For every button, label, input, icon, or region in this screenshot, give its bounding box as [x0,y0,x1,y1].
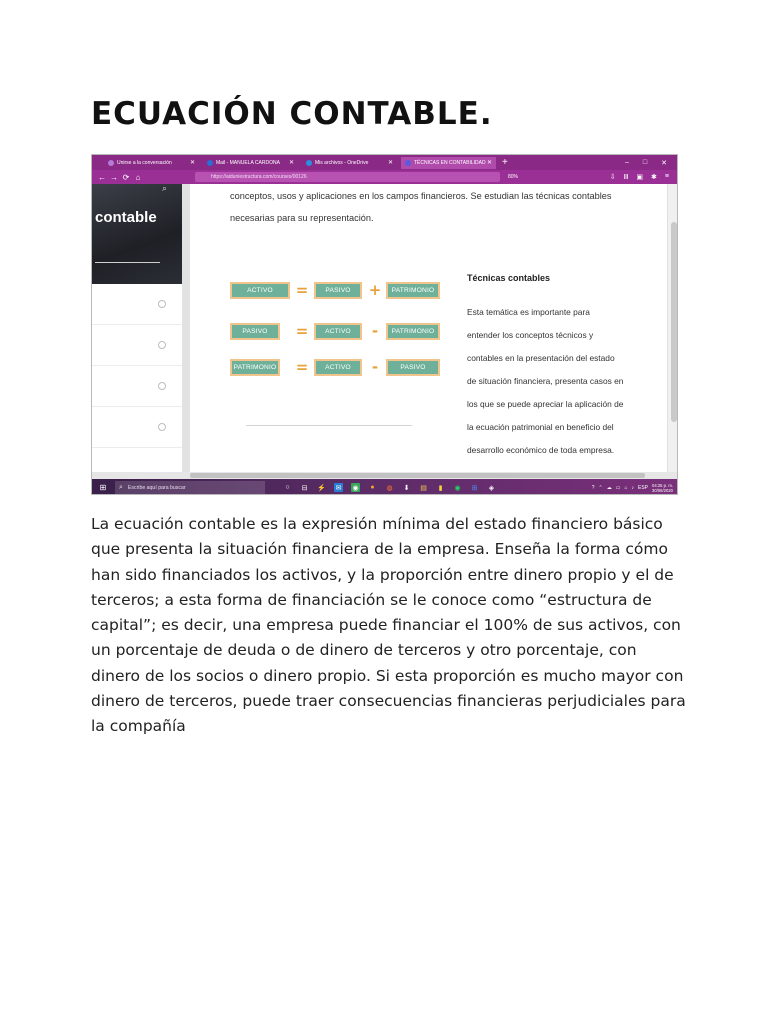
download-icon[interactable]: ⇩ [609,174,616,181]
paragraph-line: la compañía [91,717,186,736]
embedded-screenshot [91,154,678,495]
tab-favicon-icon [108,160,114,166]
clock[interactable] [652,483,673,493]
course-content [190,184,667,472]
clock-date: 30/06/2020 [652,487,673,493]
tab-label: TÉCNICAS EN CONTABILIDAD [414,159,486,166]
window-controls [625,159,677,167]
body-text: desarrollo económico de toda empresa. [467,445,615,455]
search-icon[interactable]: ⌕ [162,184,168,194]
list-item[interactable] [92,284,182,325]
search-placeholder: Escribe aquí para buscar [127,484,186,491]
body-text: entender los conceptos técnicos y [467,330,594,340]
browser-tab[interactable] [302,157,397,169]
library-icon[interactable]: Ⅲ [623,174,629,181]
zoom-level[interactable]: 80% [508,174,519,180]
body-text: la ecuación patrimonial en beneficio del [467,422,614,432]
scrollbar-thumb[interactable] [671,222,677,422]
list-item[interactable] [92,325,182,366]
close-tab-icon[interactable]: ✕ [387,160,393,166]
equation-term: PASIVO [386,359,440,376]
app-icon[interactable]: ◈ [488,484,495,492]
tab-favicon-icon [207,160,213,166]
close-tab-icon[interactable]: ✕ [189,160,195,166]
equation-term: PATRIMONIO [230,359,280,376]
paragraph-line: un porcentaje de deuda o de dinero de terceros y otro porcentaje, con [91,641,637,660]
list-item[interactable] [92,366,182,407]
equation-term: PASIVO [314,282,362,299]
chevron-up-icon[interactable]: ⌃ [598,484,603,491]
browser-tab[interactable] [104,157,199,169]
extension-icon[interactable]: ✱ [651,174,657,181]
paragraph-line: La ecuación contable es la expresión mínima del estado financiero básico [91,515,663,533]
paragraph-line: capital”; es decir, una empresa puede financiar el 100% de sus activos, con [91,616,681,635]
close-tab-icon[interactable]: ✕ [486,160,492,166]
url-text: https://aiduniestructura.com/courses/00126 [211,174,307,180]
horizontal-scrollbar[interactable] [92,472,678,479]
equals-sign: = [295,358,309,376]
reload-icon[interactable]: ⟳ [122,172,130,182]
taskbar-apps [283,483,496,492]
progress-circle-icon [158,382,166,390]
divider [246,425,412,426]
search-icon: ⌕ [119,483,123,491]
toolbar-icons [610,173,677,181]
paragraph-line: que presenta la situación financiera de la empresa. Enseña la forma cómo [91,540,668,559]
body-paragraph [91,512,691,740]
app-icon[interactable]: ⚡ [317,484,326,492]
paragraph-line: terceros; a esta forma de financiación se le conoce como “estructura de [91,590,652,609]
equation-term: PATRIMONIO [386,323,440,340]
tab-label: Mis archivos - OneDrive [315,159,369,166]
reader-icon[interactable]: ▣ [636,174,644,181]
spotify-icon[interactable]: ◉ [454,484,461,492]
address-bar[interactable] [195,172,500,182]
chrome-icon[interactable]: ◉ [352,484,359,492]
mail-icon[interactable]: ✉ [335,484,342,492]
divider [95,262,160,263]
menu-icon[interactable]: ≡ [664,173,669,180]
scrollbar-thumb[interactable] [190,473,645,478]
progress-circle-icon [158,423,166,431]
sidebar-scrollbar[interactable] [182,184,190,472]
tab-label: Mail - MANUELA CARDONA [216,159,280,166]
list-item[interactable] [92,407,182,448]
equals-sign: = [295,281,309,299]
document-title: ECUACIÓN CONTABLE. [91,96,493,132]
tab-favicon-icon [405,160,411,166]
close-window-icon[interactable]: ✕ [661,159,667,167]
new-tab-button[interactable]: + [502,157,508,168]
progress-circle-icon [158,300,166,308]
help-icon[interactable]: ? [591,484,595,491]
word-icon[interactable]: ⊞ [471,484,478,492]
course-hero-image [92,184,182,284]
browser-nav-bar [92,170,677,184]
task-view-icon[interactable]: ⊟ [301,484,308,492]
maximize-icon[interactable]: □ [642,158,648,166]
system-tray [592,483,678,493]
equation-term: ACTIVO [230,282,290,299]
equation-term: ACTIVO [314,359,362,376]
paragraph-line: dinero de los socios o dinero propio. Si esta proporción es mucho mayor con [91,666,684,685]
firefox-icon[interactable]: ◍ [386,484,393,492]
body-text: Esta temática es importante para [467,307,590,317]
cortana-icon[interactable]: ○ [285,484,290,491]
body-text: contables en la presentación del estado [467,353,615,363]
body-text: de situación financiera, presenta casos en [467,376,624,386]
home-icon[interactable]: ⌂ [135,172,141,182]
progress-circle-icon [158,341,166,349]
section-heading: Técnicas contables [467,273,551,283]
equals-sign: = [295,322,309,340]
dropbox-icon[interactable]: ⬇ [403,484,410,492]
lesson-list [92,284,182,472]
intro-text: necesarias para su representación. [230,213,374,223]
intro-text: conceptos, usos y aplicaciones en los campos financieros. Se estudian las técnicas contables [230,191,612,201]
forward-icon[interactable]: → [110,172,118,182]
sticky-notes-icon[interactable]: ▮ [438,484,443,492]
clock-time: 04:25 p. m. [652,482,673,488]
minus-sign: - [371,358,379,376]
browser-tab[interactable] [203,157,298,169]
paragraph-line: dinero de terceros, puede traer consecuencias financieras perjudiciales para [91,692,686,711]
app-icon[interactable]: ● [370,484,375,491]
windows-taskbar [92,479,678,495]
explorer-icon[interactable]: ▤ [420,484,427,492]
browser-tab-bar [92,155,677,170]
minimize-icon[interactable]: – [624,158,629,166]
volume-icon[interactable]: ♪ [631,484,635,491]
network-icon[interactable]: ⌂ [624,484,628,491]
start-icon[interactable]: ⊞ [99,483,107,492]
back-icon[interactable]: ← [98,172,106,182]
equation-term: PATRIMONIO [386,282,440,299]
body-text: los que se puede apreciar la aplicación de [467,399,624,409]
vertical-scrollbar[interactable] [667,184,678,472]
minus-sign: - [371,322,379,340]
cloud-icon[interactable]: ☁ [606,484,612,491]
equation-term: ACTIVO [314,323,362,340]
course-hero-label: contable [95,209,157,226]
close-tab-icon[interactable]: ✕ [288,160,294,166]
plus-sign: + [368,281,382,299]
tab-favicon-icon [306,160,312,166]
taskbar-search-input[interactable] [115,481,265,494]
paragraph-line: han sido financiados los activos, y la proporción entre dinero propio y el de [91,565,674,584]
battery-icon[interactable]: ▭ [615,484,621,491]
equation-term: PASIVO [230,323,280,340]
tab-label: Unirse a la conversación [117,159,172,166]
language-indicator[interactable]: ESP [638,484,649,491]
course-sidebar [92,184,182,472]
browser-tab-active[interactable] [401,157,496,169]
